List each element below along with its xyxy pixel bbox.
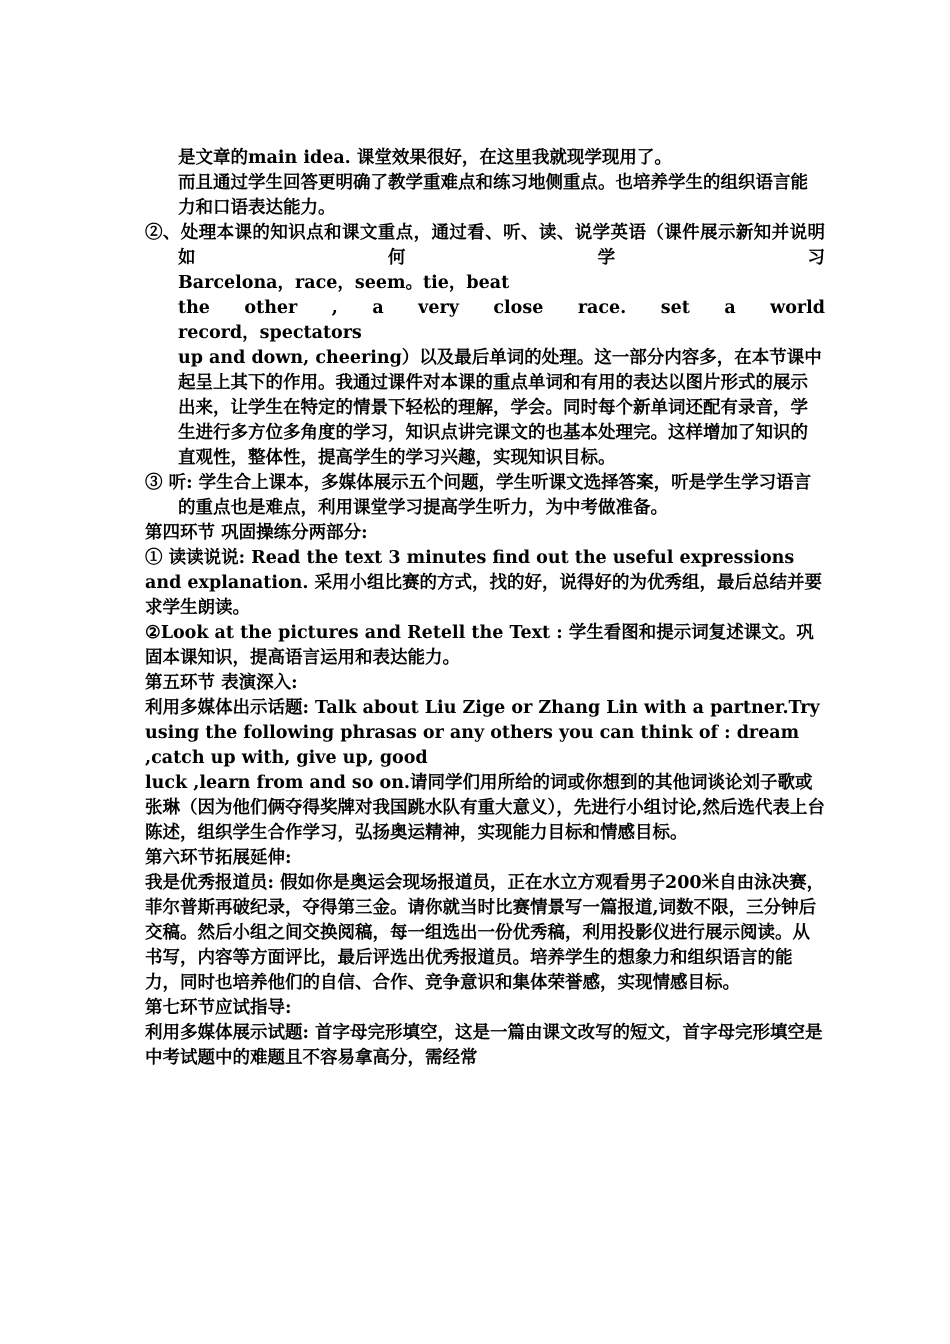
paragraph-vocab-processing: up and down, cheering）以及最后单词的处理。这一部分内容多，在本节课中起呈上其下的作用。我通过课件对本课的重点单词和有用的表达以图片形式的展示出来，让学生在特定的情景下轻松的理解，学会。同时每个新单词还配有录音，学生进行多方位多角度的学习，知识点讲完课文的也基本处理完。这样增加了知识的直观性，整体性，提高学生的学习兴趣，实现知识目标。	[178, 348, 822, 468]
paragraph-reporter: 我是优秀报道员: 假如你是奥运会现场报道员，正在水立方观看男子200米自由泳决赛，菲尔普斯再破纪录，夺得第三金。请你就当时比赛情景写一篇报道,词数不限，三分钟后交稿。然后小组之间交换阅稿，每一组选出一份优秀稿，利用投影仪进行展示阅读。从书写，内容等方面评比，最后评选出优秀报道员。培养学生的想象力和组织语言的能力，同时也培养他们的自信、合作、竞争意识和集体荣誉感，实现情感目标。	[145, 873, 825, 993]
vocab-line-2: the other , a very close race. set a world	[178, 298, 825, 318]
section-heading-4: 第四环节 巩固操练分两部分:	[145, 523, 368, 543]
document-page	[145, 146, 825, 1071]
paragraph-exam: 利用多媒体展示试题: 首字母完形填空，这是一篇由课文改写的短文，首字母完形填空是中考试题中的难题且不容易拿高分，需经常	[145, 1023, 823, 1068]
paragraph-main-idea: 是文章的main idea. 课堂效果很好，在这里我就现学现用了。	[178, 148, 672, 168]
paragraph-topic: 利用多媒体出示话题: Talk about Liu Zige or Zhang Lin with a partner.Try using the following phrasas or any others you can think of : dream ,catch up with, give up, good	[145, 698, 820, 768]
paragraph-listening: ③ 听: 学生合上课本，多媒体展示五个问题，学生听课文选择答案，听是学生学习语言的重点也是难点，利用课堂学习提高学生听力，为中考做准备。	[145, 473, 812, 518]
paragraph-retell: ②Look at the pictures and Retell the Text : 学生看图和提示词复述课文。巩固本课知识，提高语言运用和表达能力。	[145, 623, 814, 668]
vocab-line-1: Barcelona，race，seem。tie，beat	[178, 273, 510, 293]
paragraph-teaching-focus: 而且通过学生回答更明确了教学重难点和练习地侧重点。也培养学生的组织语言能力和口语表达能力。	[178, 173, 808, 218]
section-heading-7: 第七环节应试指导:	[145, 998, 292, 1018]
paragraph-discussion: luck ,learn from and so on.请同学们用所给的词或你想到的其他词谈论刘子歌或张琳（因为他们俩夺得奖牌对我国跳水队有重大意义），先进行小组讨论,然后选代表上台陈述，组织学生合作学习，弘扬奥运精神，实现能力目标和情感目标。	[145, 773, 825, 843]
paragraph-knowledge-points: ②、处理本课的知识点和课文重点，通过看、听、读、说学英语（课件展示新知并说明如何学习	[145, 223, 825, 268]
vocab-line-3: record，spectators	[178, 323, 362, 343]
section-heading-5: 第五环节 表演深入:	[145, 673, 298, 693]
section-heading-6: 第六环节拓展延伸:	[145, 848, 292, 868]
paragraph-read-speak: ① 读读说说: Read the text 3 minutes find out the useful expressions and explanation. 采用小组比赛的方式，找的好，说得好的为优秀组，最后总结并要求学生朗读。	[145, 548, 823, 618]
